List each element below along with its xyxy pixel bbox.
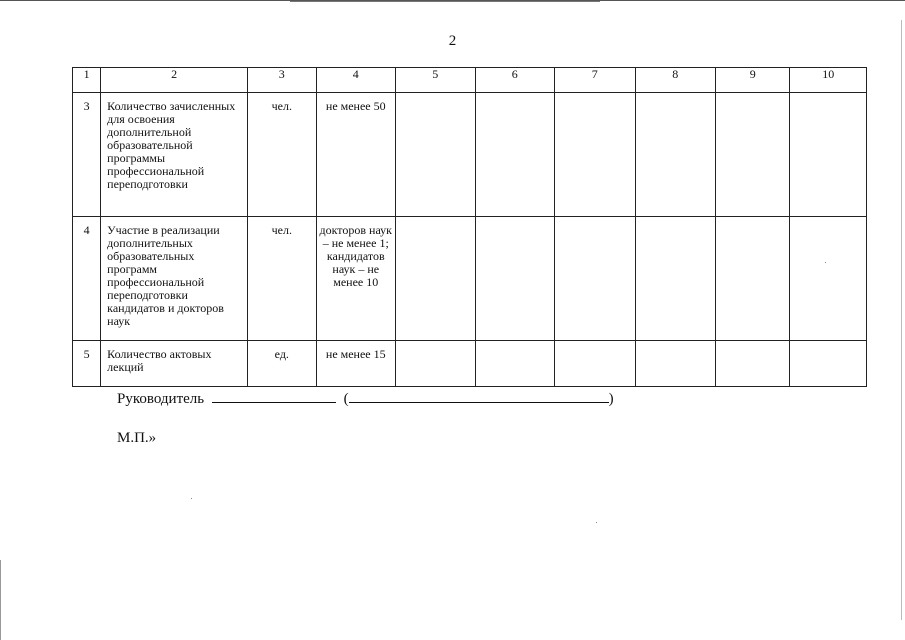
empty-cell (475, 217, 555, 341)
empty-cell (475, 93, 555, 217)
table-header-row (73, 68, 867, 93)
indicators-table (72, 67, 867, 387)
table-row (73, 341, 867, 387)
value-cell: не менее 50 (316, 93, 396, 217)
header-cell: 2 (101, 68, 248, 93)
empty-cell (635, 93, 716, 217)
unit-cell: чел. (248, 217, 316, 341)
indicator-name: Количество актовых лекций (101, 341, 248, 387)
empty-cell (716, 341, 790, 387)
table-row (73, 217, 867, 341)
scan-speck (596, 522, 597, 523)
scan-edge-left (0, 560, 1, 640)
empty-cell (396, 217, 476, 341)
row-number: 5 (73, 341, 101, 387)
empty-cell (790, 217, 867, 341)
empty-cell (635, 341, 716, 387)
unit-cell: чел. (248, 93, 316, 217)
value-cell: не менее 15 (316, 341, 396, 387)
header-cell: 9 (716, 68, 790, 93)
signature-line (212, 388, 336, 403)
top-border-line-segment (290, 1, 600, 2)
empty-cell (555, 93, 636, 217)
header-cell: 5 (396, 68, 476, 93)
empty-cell (790, 93, 867, 217)
indicator-name: Участие в реализации дополнительных образовательных программ профессиональной переподготовки кандидатов и докторов наук (101, 217, 248, 341)
header-cell: 8 (635, 68, 716, 93)
signature-block (117, 388, 614, 408)
header-cell: 7 (555, 68, 636, 93)
empty-cell (635, 217, 716, 341)
empty-cell (555, 217, 636, 341)
header-cell: 4 (316, 68, 396, 93)
scan-edge-right (901, 20, 902, 620)
signature-label: Руководитель (117, 391, 205, 407)
row-number: 4 (73, 217, 101, 341)
scan-speck (191, 498, 192, 499)
header-cell: 1 (73, 68, 101, 93)
name-line (349, 388, 609, 403)
value-cell: докторов наук – не менее 1; кандидатов наук – не менее 10 (316, 217, 396, 341)
header-cell: 10 (790, 68, 867, 93)
stamp-label: М.П.» (117, 430, 157, 446)
empty-cell (396, 341, 476, 387)
scan-speck (825, 262, 826, 263)
empty-cell (396, 93, 476, 217)
empty-cell (716, 93, 790, 217)
unit-cell: ед. (248, 341, 316, 387)
header-cell: 3 (248, 68, 316, 93)
empty-cell (790, 341, 867, 387)
indicator-name: Количество зачисленных для освоения дополнительной образовательной программы профессиональной переподготовки (101, 93, 248, 217)
close-paren: ) (608, 391, 614, 407)
empty-cell (475, 341, 555, 387)
table-row (73, 93, 867, 217)
row-number: 3 (73, 93, 101, 217)
open-paren: ( (343, 391, 349, 407)
empty-cell (555, 341, 636, 387)
empty-cell (716, 217, 790, 341)
page-number: 2 (448, 33, 457, 49)
header-cell: 6 (475, 68, 555, 93)
